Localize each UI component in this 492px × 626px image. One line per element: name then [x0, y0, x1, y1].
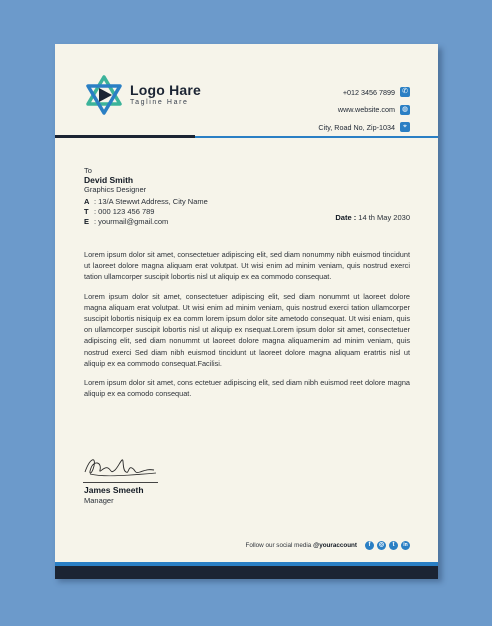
to-label: To [84, 166, 92, 175]
phone-label: T [84, 207, 89, 216]
email-value[interactable]: : yourmail@gmail.com [94, 217, 169, 226]
signature-line [83, 482, 158, 483]
contact-list [318, 84, 410, 137]
social-prefix: Follow our social media [245, 542, 314, 549]
social-handle[interactable]: @youraccount [313, 542, 357, 549]
recipient-role: Graphics Designer [84, 185, 147, 194]
phone-icon: ✆ [400, 87, 410, 97]
social-media-bar [246, 541, 410, 550]
facebook-icon[interactable]: f [365, 541, 374, 550]
header-divider-accent [195, 136, 438, 138]
location-icon: ⌖ [400, 122, 410, 132]
email-label: E [84, 217, 90, 226]
contact-website [318, 102, 410, 118]
recipient-block [84, 166, 146, 194]
instagram-icon[interactable]: ◎ [378, 542, 385, 548]
header-divider-dark [55, 135, 195, 138]
contact-address [318, 119, 410, 135]
signer-name: James Smeeth [84, 485, 144, 495]
linkedin-icon[interactable]: in [401, 541, 410, 550]
signature-image [82, 452, 162, 480]
date-label: Date : [335, 213, 357, 222]
phone-text: +012 3456 7899 [342, 87, 395, 97]
contact-phone [318, 84, 410, 100]
letterhead-page [55, 44, 438, 579]
social-text [246, 542, 357, 549]
logo-tagline: Tagline Hare [130, 98, 189, 106]
body-paragraph: Lorem ipsum dolor sit amet, consectetuer adipiscing elit, sed diam nonummy nibh euismod tincidunt ut laoreet dolore magna aliquam erat volutpat. Ut wisi enim ad minim veniam, quis nostrud exerci tation ullamcorper suscipit lobortis nisl ut aliquip ex ea commodo consequat. [84, 250, 410, 282]
recipient-name: Devid Smith [84, 175, 134, 185]
body-paragraph: Lorem ipsum dolor sit amet, cons ectetuer adipiscing elit, sed diam nibh euismod reet dolore magna aliquip ex ea comodo consequat. [84, 378, 410, 399]
signer-block [84, 485, 144, 506]
address-row [84, 197, 208, 207]
logo-star-icon [83, 74, 125, 116]
recipient-details [84, 197, 208, 227]
email-row [84, 217, 208, 227]
address-value: : 13/A Stewwt Address, City Name [94, 197, 208, 206]
logo-name: Logo Hare [130, 81, 202, 98]
globe-icon: ◍ [401, 105, 409, 113]
address-text: City, Road No, Zip-1034 [318, 122, 395, 132]
website-text[interactable]: www.website.com [337, 105, 395, 114]
letter-body [84, 249, 410, 407]
signer-role: Manager [84, 496, 114, 505]
date-value: 14 th May 2030 [356, 213, 410, 222]
twitter-icon[interactable]: t [389, 541, 398, 550]
letter-date [335, 213, 410, 222]
logo [83, 74, 201, 116]
phone-row [84, 207, 208, 217]
phone-value: : 000 123 456 789 [94, 207, 155, 216]
footer-dark-bar [55, 566, 438, 579]
address-label: A [84, 197, 90, 206]
body-paragraph: Lorem ipsum dolor sit amet, consectetuer adipiscing elit, sed diam nonummt ut laoreet dolore magna aliquam erat volutpat. Ut wisi enim ad minim veniam, quis nostrud exerci tation ullamcorper suscipit lobortis nisiquip ex ea comm lorem ipsum dolor site ametodo consequat. Ut wisi eniam, quis on ullamcorper suscipit lobortis nisl ut aliquip ex nsequat.Lorem ipsum dolor sit amet, consectetuer adipiscing elit, sed diam nonummt ut laoreet dolore magna aliquamenim ad minim veniam, quis nostrud exerci Sed diam nibh euismod tincidunt ut laoreet dolore magna aliquam eratrtis nisl ut aliquip ex ea commodo consequat.Facilisi. [84, 291, 410, 368]
